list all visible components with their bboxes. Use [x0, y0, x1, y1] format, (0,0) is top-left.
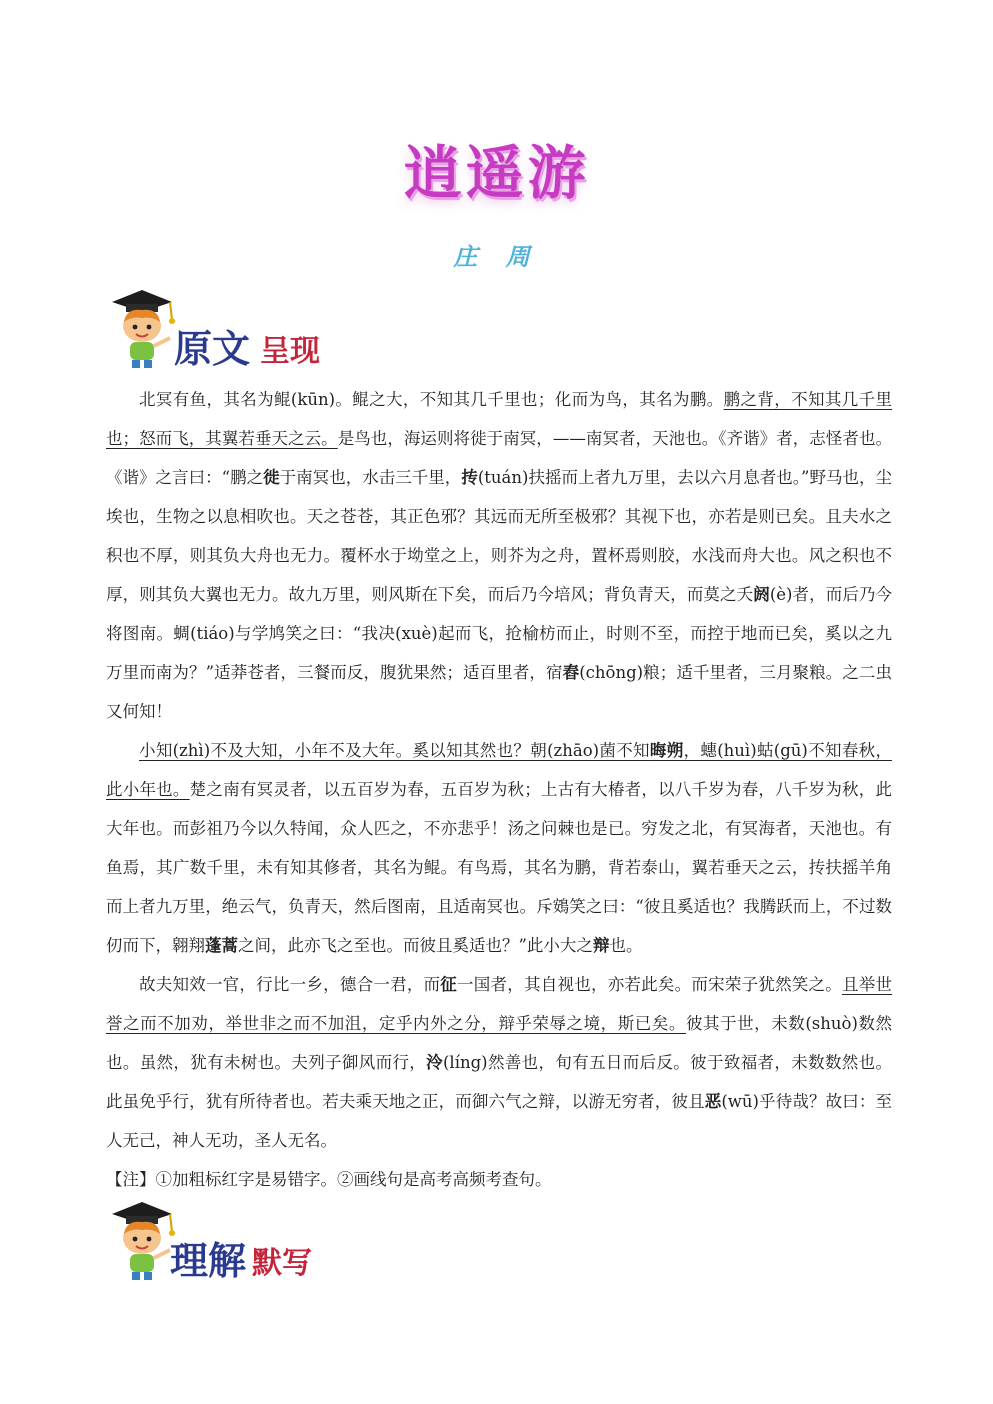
text-segment: (tuán)扶摇而上者九万里，去以六月息者也。”野马也，尘埃也，生物之以息相吹也。天之苍苍，其正色邪？其远而无所至极邪？其视下也，亦若是则已矣。且夫水之积也不厚，则其负大舟也无力。覆杯水于坳堂之上，则芥为之舟，置杯焉则胶，水浅而舟大也。风之积也不厚，则其负大翼也无力。故九万里，则风斯在下矣，而后乃今培风；背负青天，而莫之夭 — [106, 468, 893, 604]
section-header-understanding — [104, 1200, 344, 1283]
text-segment: 征 — [440, 975, 458, 994]
section-title-sub: 默写 — [252, 1246, 312, 1281]
text-segment: 泠 — [426, 1053, 443, 1072]
text-segment: 阏 — [753, 585, 770, 604]
author-name: 庄 周 — [453, 242, 540, 271]
text-segment: 也。 — [609, 936, 643, 955]
text-segment: 之间，此亦飞之至也。而彼且奚适也？”此小大之 — [238, 936, 593, 955]
text-segment: 且举世誉之而不加劝，举世非之而不加沮，定乎内外之分，辩乎荣辱之境，斯已矣。 — [106, 975, 893, 1033]
text-segment: 抟 — [461, 468, 478, 487]
paragraph — [106, 965, 892, 1160]
text-segment: 楚之南有冥灵者，以五百岁为春，五百岁为秋；上古有大椿者，以八千岁为春，八千岁为秋，此大年也。而彭祖乃今以久特闻，众人匹之，不亦悲乎！汤之问棘也是已。穷发之北，有冥海者，天池也。有鱼焉，其广数千里，未有知其修者，其名为鲲。有鸟焉，其名为鹏，背若泰山，翼若垂天之云，抟扶摇羊角而上者九万里，绝云气，负青天，然后图南，且适南冥也。斥鴳笑之曰：“彼且奚适也？我腾跃而上，不过数仞而下，翱翔 — [106, 780, 893, 955]
section-header-original-text — [104, 288, 364, 371]
section-title-sub: 呈现 — [260, 334, 320, 369]
text-segment: 蓬蒿 — [205, 936, 238, 955]
text-segment: 小知(zhì)不及大知，小年不及大年。奚以知其然也？朝(zhāo)菌不知 — [139, 741, 650, 760]
student-mascot-icon — [104, 288, 180, 370]
text-segment: 辩 — [592, 936, 610, 955]
section-title-main: 原文 — [174, 326, 251, 371]
text-segment: 晦朔 — [649, 741, 684, 760]
text-segment: ，蟪(huì)蛄(gū)不知春秋，此小年也。 — [106, 741, 893, 799]
paragraph — [106, 380, 892, 731]
text-segment: 故夫知效一官，行比一乡，德合一君，而 — [139, 975, 441, 994]
text-segment: 一国者，其自视也，亦若此矣。而宋荣子犹然笑之。 — [457, 975, 843, 994]
text-segment: (líng)然善也，旬有五日而后反。彼于致福者，未数数然也。此虽免乎行，犹有所待者也。若夫乘天地之正，而御六气之辩，以游无穷者，彼且 — [106, 1053, 893, 1111]
original-text — [106, 380, 892, 1199]
text-segment: 是鸟也，海运则将徙于南冥，——南冥者，天池也。《齐谐》者，志怪者也。《谐》之言曰：“鹏之 — [106, 429, 893, 487]
text-segment: (chōng)粮；适千里者，三月聚粮。之二虫又何知！ — [106, 663, 893, 721]
text-segment: 北冥有鱼，其名为鲲(kūn)。鲲之大，不知其几千里也；化而为鸟，其名为鹏。 — [139, 390, 724, 409]
text-segment: 于南冥也，水击三千里， — [279, 468, 462, 487]
text-segment: (wū)乎待哉？故曰：至人无己，神人无功，圣人无名。 — [106, 1092, 893, 1150]
text-segment: 恶 — [704, 1092, 722, 1111]
page-title: 逍遥游 — [403, 139, 590, 207]
text-segment: 鹏之背，不知其几千里也；怒而飞，其翼若垂天之云。 — [106, 390, 892, 448]
text-segment: 舂 — [562, 663, 580, 682]
text-segment: 徙 — [263, 468, 280, 487]
text-segment: (è)者，而后乃今将图南。蜩(tiáo)与学鸠笑之曰：“我决(xuè)起而飞，抢榆枋而止，时则不至，而控于地而已矣，奚以之九万里而南为？”适莽苍者，三餐而反，腹犹果然；适百里者，宿 — [106, 585, 893, 682]
paragraph — [106, 731, 892, 965]
footnote: 【注】①加粗标红字是易错字。②画线句是高考高频考查句。 — [106, 1170, 552, 1189]
text-segment: 彼其于世，未数(shuò)数然也。虽然，犹有未树也。夫列子御风而行， — [106, 1014, 892, 1072]
section-title-main: 理解 — [170, 1238, 247, 1283]
student-mascot-icon — [104, 1200, 180, 1282]
